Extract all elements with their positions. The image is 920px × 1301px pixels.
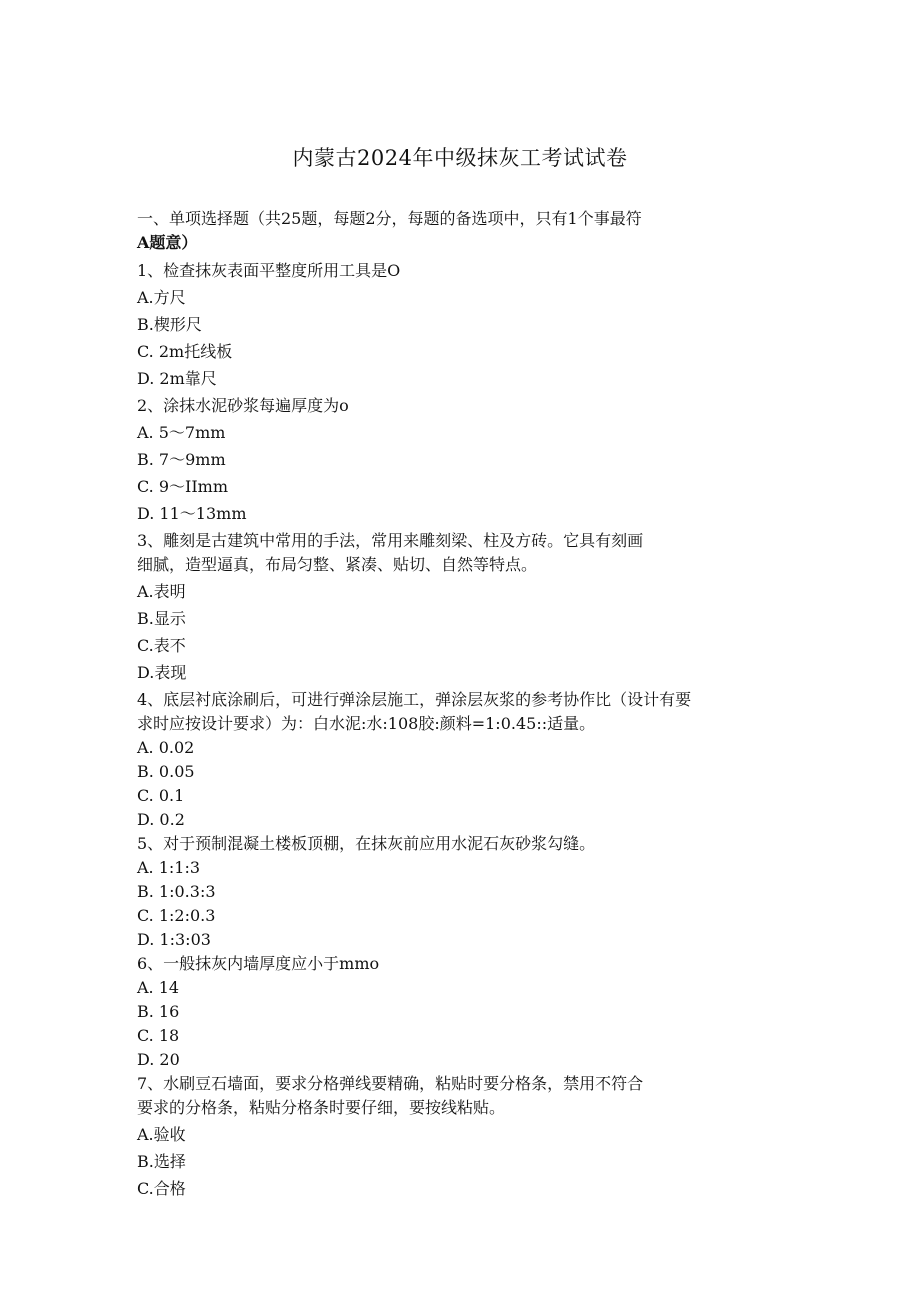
question-1 <box>137 259 787 391</box>
option-d: D. 1:3:03 <box>137 930 211 949</box>
option-c: C.表不 <box>137 636 186 655</box>
question-stem: 要求的分格条，粘贴分格条时要仔细，要按线粘贴。 <box>137 1098 506 1117</box>
question-6 <box>137 952 787 1072</box>
option-a: A. 5～7mm <box>137 423 226 442</box>
option-a: A. 1:1:3 <box>137 858 201 877</box>
option-d: D. 20 <box>137 1050 180 1069</box>
document-body <box>137 207 787 1204</box>
question-3 <box>137 529 787 685</box>
option-c: C. 9～IImm <box>137 477 229 496</box>
option-b: B.选择 <box>137 1152 186 1171</box>
option-b: B. 0.05 <box>137 762 195 781</box>
option-a: A.验收 <box>137 1125 186 1144</box>
option-b: B. 7～9mm <box>137 450 226 469</box>
question-stem: 1、检查抹灰表面平整度所用工具是O <box>137 261 401 280</box>
option-a: A. 0.02 <box>137 738 195 757</box>
option-c: C. 1:2:0.3 <box>137 906 216 925</box>
document-title: 内蒙古2024年中级抹灰工考试试卷 <box>292 146 628 170</box>
section-heading-line: A题意） <box>137 233 198 252</box>
question-stem: 求时应按设计要求）为：白水泥:水:108胶:颜料=1:0.45::适量。 <box>137 714 596 733</box>
question-5 <box>137 832 787 952</box>
question-stem: 细腻，造型逼真，布局匀整、紧凑、贴切、自然等特点。 <box>137 555 538 574</box>
option-b: B.楔形尺 <box>137 315 202 334</box>
option-d: D. 2m靠尺 <box>137 369 217 388</box>
question-stem: 2、涂抹水泥砂浆每遍厚度为o <box>137 396 349 415</box>
option-d: D. 0.2 <box>137 810 185 829</box>
question-stem: 6、一般抹灰内墙厚度应小于mmo <box>137 954 380 973</box>
option-a: A. 14 <box>137 978 180 997</box>
option-c: C. 0.1 <box>137 786 185 805</box>
option-c: C. 2m托线板 <box>137 342 233 361</box>
question-7 <box>137 1072 787 1201</box>
option-b: B. 1:0.3:3 <box>137 882 216 901</box>
option-d: D. 11～13mm <box>137 504 247 523</box>
question-stem: 4、底层衬底涂刷后，可进行弹涂层施工，弹涂层灰浆的参考协作比（设计有要 <box>137 690 692 709</box>
option-a: A.表明 <box>137 582 186 601</box>
question-4 <box>137 688 787 832</box>
option-a: A.方尺 <box>137 288 186 307</box>
section-heading <box>137 207 787 255</box>
question-stem: 3、雕刻是古建筑中常用的手法，常用来雕刻梁、柱及方砖。它具有刻画 <box>137 531 644 550</box>
section-heading-line: 一、单项选择题（共25题，每题2分，每题的备选项中，只有1个事最符 <box>137 209 642 228</box>
option-b: B. 16 <box>137 1002 180 1021</box>
option-b: B.显示 <box>137 609 186 628</box>
question-stem: 7、水刷豆石墙面，要求分格弹线要精确，粘贴时要分格条，禁用不符合 <box>137 1074 644 1093</box>
question-2 <box>137 394 787 526</box>
option-d: D.表现 <box>137 663 187 682</box>
option-c: C. 18 <box>137 1026 180 1045</box>
option-c: C.合格 <box>137 1179 186 1198</box>
question-stem: 5、对于预制混凝土楼板顶棚，在抹灰前应用水泥石灰砂浆勾缝。 <box>137 834 596 853</box>
